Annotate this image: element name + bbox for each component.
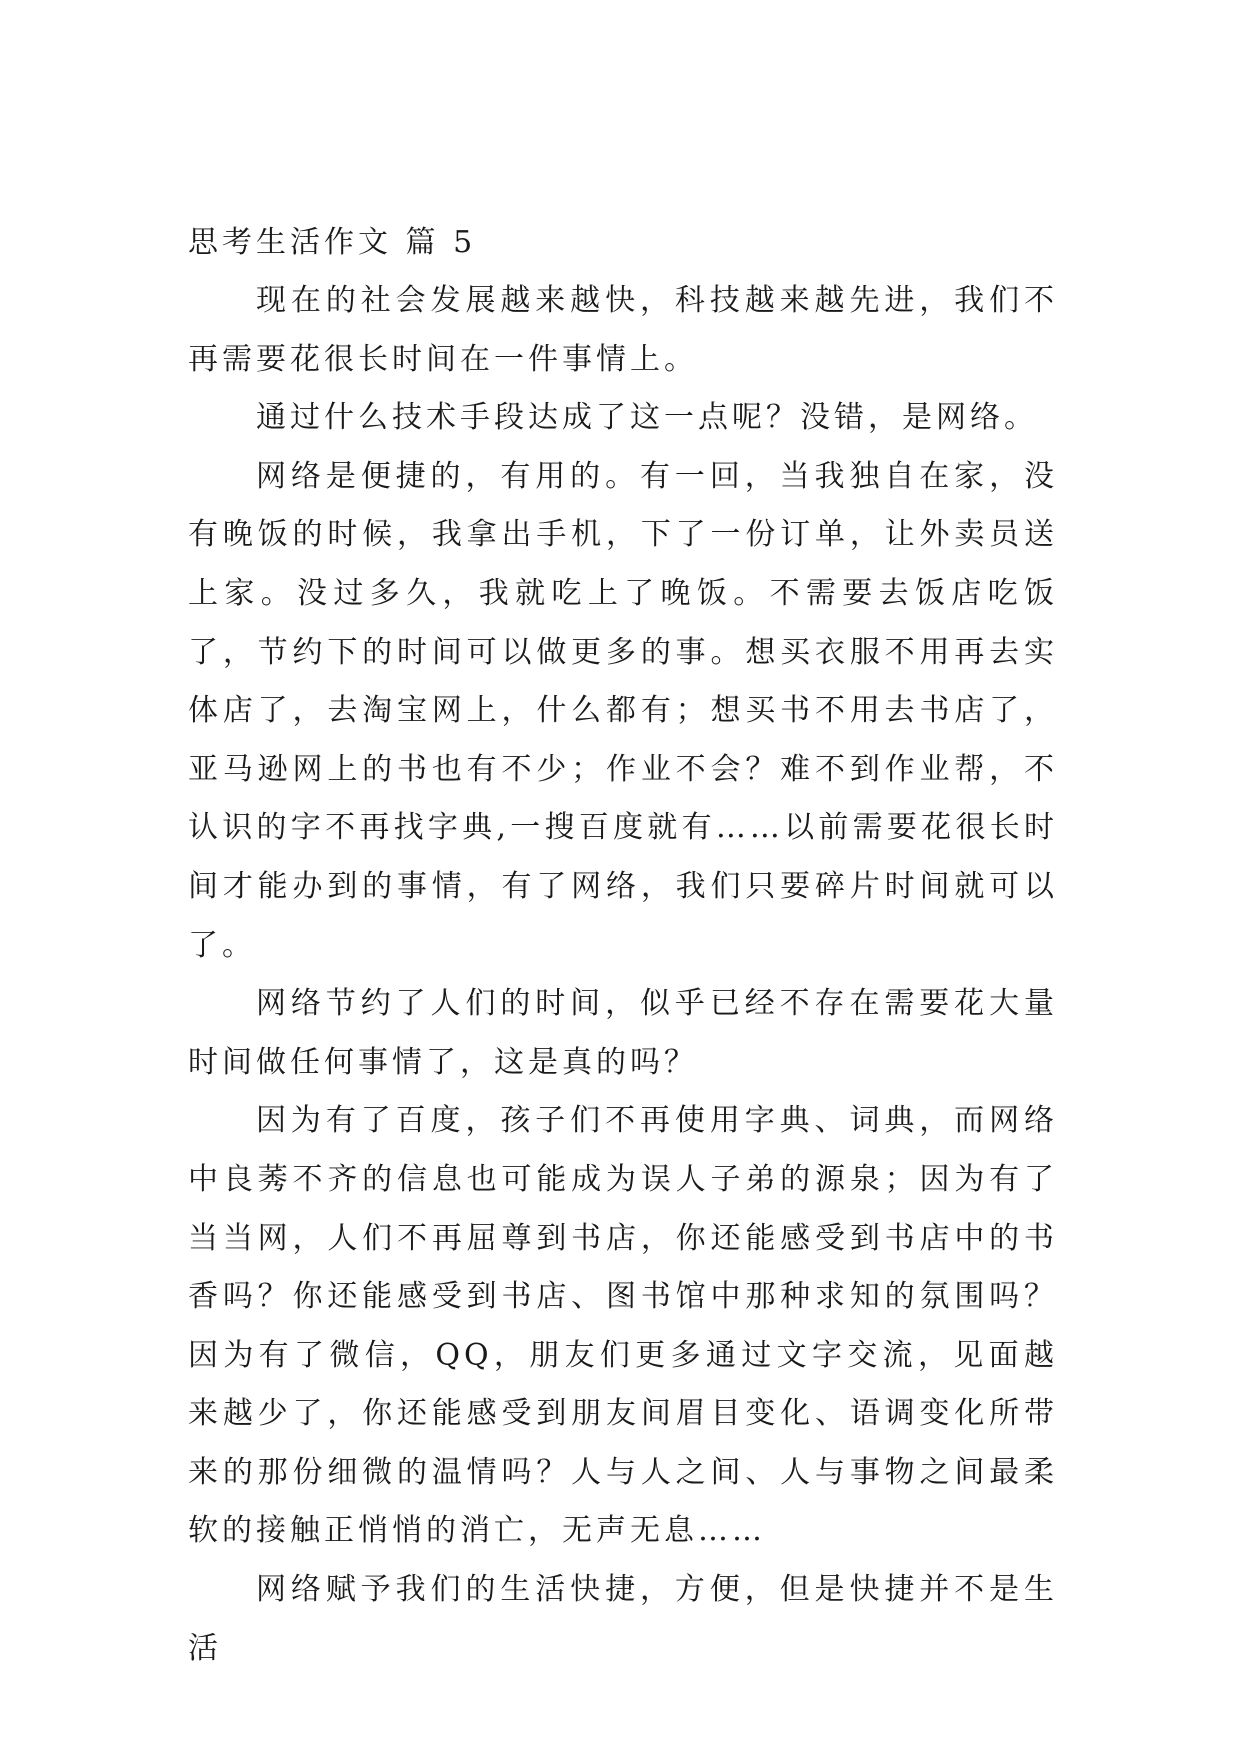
document-title: 思考生活作文 篇 5 <box>188 225 477 260</box>
document-page <box>188 214 1058 1678</box>
paragraph-1: 现在的社会发展越来越快，科技越来越先进，我们不再需要花很长时间在一件事情上。 <box>188 283 1058 377</box>
paragraph-5: 因为有了百度，孩子们不再使用字典、词典，而网络中良莠不齐的信息也可能成为误人子弟的源泉；因为有了当当网，人们不再屈尊到书店，你还能感受到书店中的书香吗？你还能感受到书店、图书馆中那种求知的氛围吗？因为有了微信，QQ，朋友们更多通过文字交流，见面越来越少了，你还能感受到朋友间眉目变化、语调变化所带来的那份细微的温情吗？人与人之间、人与事物之间最柔软的接触正悄悄的消亡，无声无息…… <box>188 1103 1058 1549</box>
paragraph-4: 网络节约了人们的时间，似乎已经不存在需要花大量时间做任何事情了，这是真的吗？ <box>188 986 1058 1080</box>
paragraph-6: 网络赋予我们的生活快捷，方便，但是快捷并不是生活 <box>188 1572 1058 1666</box>
paragraph-2: 通过什么技术手段达成了这一点呢？没错，是网络。 <box>256 400 1038 436</box>
paragraph-3: 网络是便捷的，有用的。有一回，当我独自在家，没有晚饭的时候，我拿出手机，下了一份订单，让外卖员送上家。没过多久，我就吃上了晚饭。不需要去饭店吃饭了，节约下的时间可以做更多的事。想买衣服不用再去实体店了，去淘宝网上，什么都有；想买书不用去书店了，亚马逊网上的书也有不少；作业不会？难不到作业帮，不认识的字不再找字典,一搜百度就有……以前需要花很长时间才能办到的事情，有了网络，我们只要碎片时间就可以了。 <box>188 458 1058 963</box>
